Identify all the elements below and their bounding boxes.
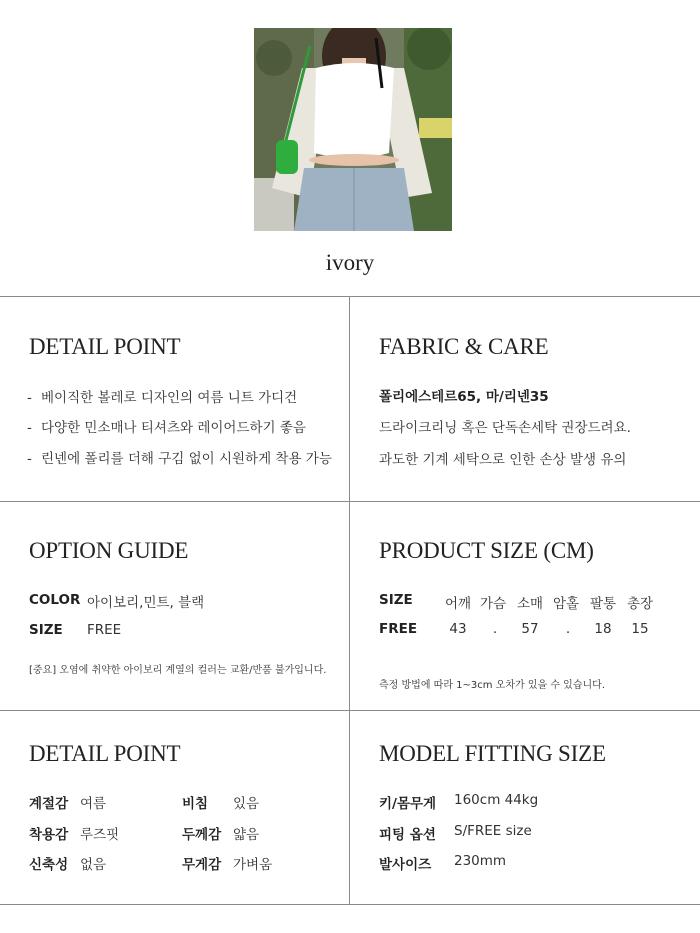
size-row-label: FREE <box>379 621 418 637</box>
divider <box>0 904 700 905</box>
attr-value: 있음 <box>233 796 260 812</box>
size-column-header: 팔통 <box>589 596 617 612</box>
size-value-cell: 43 <box>449 621 467 637</box>
divider <box>0 501 700 502</box>
size-value-cell: . <box>492 621 498 637</box>
size-column-header: 암홀 <box>552 596 580 612</box>
model-value: 230mm <box>454 853 507 869</box>
detail-bullet: - 린넨에 폴리를 더해 구김 없이 시원하게 착용 가능 <box>27 451 332 467</box>
model-value: S/FREE size <box>454 823 532 839</box>
size-column-header: 가슴 <box>479 596 507 612</box>
color-label: COLOR <box>29 592 81 608</box>
model-label: 피팅 옵션 <box>379 827 436 843</box>
attr-value: 여름 <box>80 796 107 812</box>
product-photo <box>254 28 452 231</box>
column-divider <box>349 296 350 904</box>
fabric-care-title: FABRIC & CARE <box>379 334 549 359</box>
attr-label: 두께감 <box>182 827 222 843</box>
size-header-label: SIZE <box>379 592 413 608</box>
option-guide-title: OPTION GUIDE <box>29 538 189 563</box>
attr-label: 무게감 <box>182 857 222 873</box>
size-column-header: 소매 <box>516 596 544 612</box>
model-label: 키/몸무게 <box>379 796 437 812</box>
size-value: FREE <box>87 622 122 638</box>
divider <box>0 296 700 297</box>
attr-value: 가벼움 <box>233 857 273 873</box>
attr-value: 없음 <box>80 857 107 873</box>
care-line: 드라이크리닝 혹은 단독손세탁 권장드려요. <box>379 420 631 436</box>
detail-bullet: - 베이직한 볼레로 디자인의 여름 니트 가디건 <box>27 390 298 406</box>
attr-label: 계절감 <box>29 796 69 812</box>
detail-bullet: - 다양한 민소매나 티셔츠와 레이어드하기 좋음 <box>27 420 306 436</box>
detail-point-title: DETAIL POINT <box>29 334 181 359</box>
attr-label: 신축성 <box>29 857 69 873</box>
attr-label: 착용감 <box>29 827 69 843</box>
size-value-cell: 15 <box>631 621 649 637</box>
size-value-cell: 57 <box>521 621 539 637</box>
model-fitting-title: MODEL FITTING SIZE <box>379 741 606 766</box>
product-size-title: PRODUCT SIZE (CM) <box>379 538 594 563</box>
attr-value: 얇음 <box>233 827 260 843</box>
color-name: ivory <box>325 250 375 275</box>
fabric-composition: 폴리에스테르65, 마/리넨35 <box>379 389 549 405</box>
size-value-cell: . <box>565 621 571 637</box>
size-column-header: 어깨 <box>444 596 472 612</box>
model-value: 160cm 44kg <box>454 792 539 808</box>
size-column-header: 총장 <box>626 596 654 612</box>
attr-value: 루즈핏 <box>80 827 120 843</box>
size-label: SIZE <box>29 622 63 638</box>
attr-label: 비침 <box>182 796 209 812</box>
size-value-cell: 18 <box>594 621 612 637</box>
measurement-note: 측정 방법에 따라 1~3cm 오차가 있을 수 있습니다. <box>379 680 605 691</box>
care-line: 과도한 기계 세탁으로 인한 손상 발생 유의 <box>379 452 627 468</box>
detail-point-2-title: DETAIL POINT <box>29 741 181 766</box>
model-label: 발사이즈 <box>379 857 432 873</box>
divider <box>0 710 700 711</box>
color-value: 아이보리,민트, 블랙 <box>87 595 205 611</box>
exchange-notice: [중요] 오염에 취약한 아이보리 계열의 컬러는 교환/반품 불가입니다. <box>29 665 327 676</box>
